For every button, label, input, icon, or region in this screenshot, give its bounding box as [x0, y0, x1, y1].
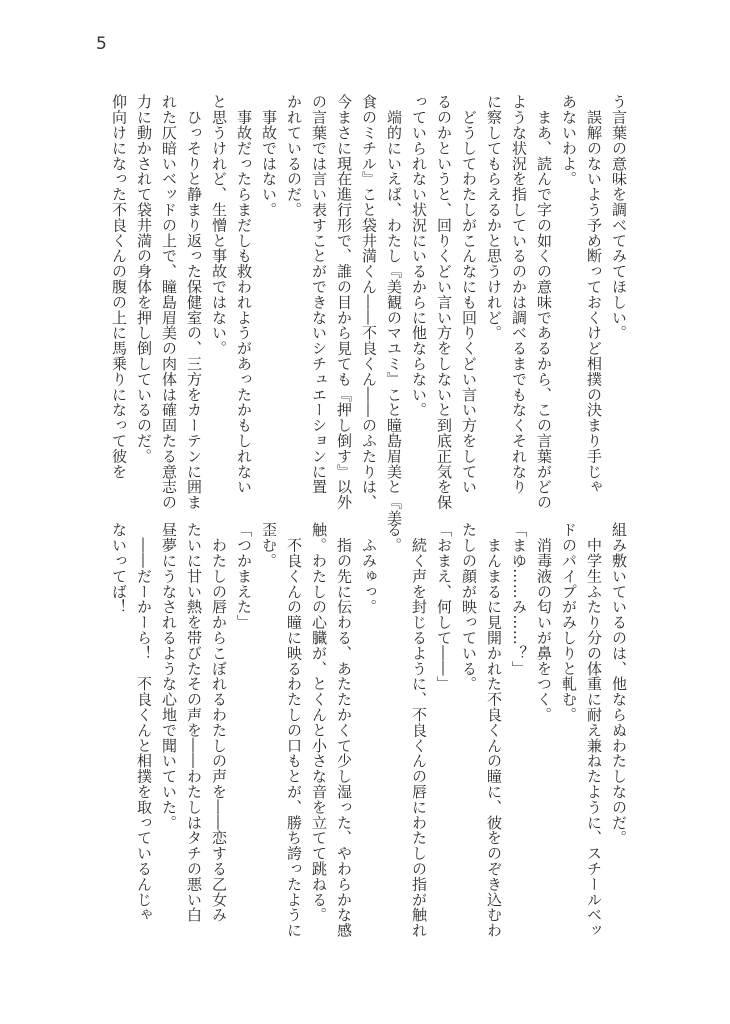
text-column: 「まゆ……み……？」	[510, 522, 528, 676]
text-column: ドのパイプがみしりと軋む。	[560, 522, 578, 723]
text-column: 歪む。	[260, 522, 278, 569]
text-column: まんまるに見開かれた不良くんの瞳に、彼をのぞき込むわ	[485, 522, 503, 938]
text-column: 端的にいえば、わたし『美観のマユミ』こと瞳島眉美と『美	[385, 94, 403, 526]
text-column: る。	[385, 522, 403, 553]
page-number: 5	[96, 34, 107, 54]
text-column: 不良くんの瞳に映るわたしの口もとが、勝ち誇ったように	[285, 522, 303, 938]
text-column: 組み敷いているのは、他ならぬわたしなのだ。	[610, 522, 628, 846]
text-column: に察してもらえるかと思うけれど。	[485, 94, 503, 341]
text-column: たいに甘い熱を帯びたその声を――わたしはタチの悪い白	[185, 522, 203, 923]
text-column: 触。わたしの心臓が、とくんと小さな音を立てて跳ねる。	[310, 522, 328, 923]
text-column: の言葉では言い表すことができないシチュエーションに置	[310, 94, 328, 495]
text-column: どうしてわたしがこんなにも回りくどい言い方をしてい	[460, 94, 478, 495]
text-column: 今まさに現在進行形で、誰の目から見ても『押し倒す』以外	[335, 94, 353, 510]
text-column: 食のミチル』こと袋井満くん――不良くん――のふたりは、	[360, 94, 378, 510]
text-column: ふみゅっ。	[360, 522, 378, 615]
text-column: かれているのだ。	[285, 94, 303, 218]
text-column: 「おまえ、何して――」	[435, 522, 453, 692]
text-column: 事故だったらまだしも救われようがあったかもしれない	[235, 94, 253, 495]
text-column: 中学生ふたり分の体重に耐え兼ねたように、スチールベッ	[585, 522, 603, 938]
text-column: っていられない状況にいるからに他ならない。	[410, 94, 428, 418]
text-column: ひっそりと静まり返った保健室の、三方をカーテンに囲ま	[185, 94, 203, 510]
text-column: 「つかまえた」	[235, 522, 253, 630]
text-column: と思うけれど、生憎と事故ではない。	[210, 94, 228, 356]
text-column: 指の先に伝わる、あたたかくて少し湿った、やわらかな感	[335, 522, 353, 938]
text-column: れた仄暗いベッドの上で、瞳島眉美の肉体は確固たる意志の	[160, 94, 178, 510]
text-column: 誤解のないよう予め断っておくけど相撲の決まり手じゃ	[585, 94, 603, 495]
text-column: たしの顔が映っている。	[460, 522, 478, 692]
text-column: まあ、読んで字の如くの意味であるから、この言葉がどの	[535, 94, 553, 510]
text-column: ――だーかーら！ 不良くんと相撲を取っているんじゃ	[135, 522, 153, 923]
text-column: 昼夢にうなされるような心地で聞いていた。	[160, 522, 178, 830]
text-column: う言葉の意味を調べてみてほしい。	[610, 94, 628, 341]
text-column: わたしの唇からこぼれるわたしの声を――恋する乙女み	[210, 522, 228, 923]
text-column: るのかというと、回りくどい言い方をしないと到底正気を保	[435, 94, 453, 510]
text-column: 事故ではない。	[260, 94, 278, 218]
text-column: 消毒液の匂いが鼻をつく。	[535, 522, 553, 723]
text-column: 続く声を封じるように、不良くんの唇にわたしの指が触れ	[410, 522, 428, 938]
text-column: 力に動かされて袋井満の身体を押し倒しているのだ。	[135, 94, 153, 464]
text-column: あないわよ。	[560, 94, 578, 187]
text-column: ような状況を指しているのかは調べるまでもなくそれなり	[510, 94, 528, 495]
text-column: ないってば！	[110, 522, 128, 615]
text-column: 仰向けになった不良くんの腹の上に馬乗りになって彼を	[110, 94, 128, 479]
